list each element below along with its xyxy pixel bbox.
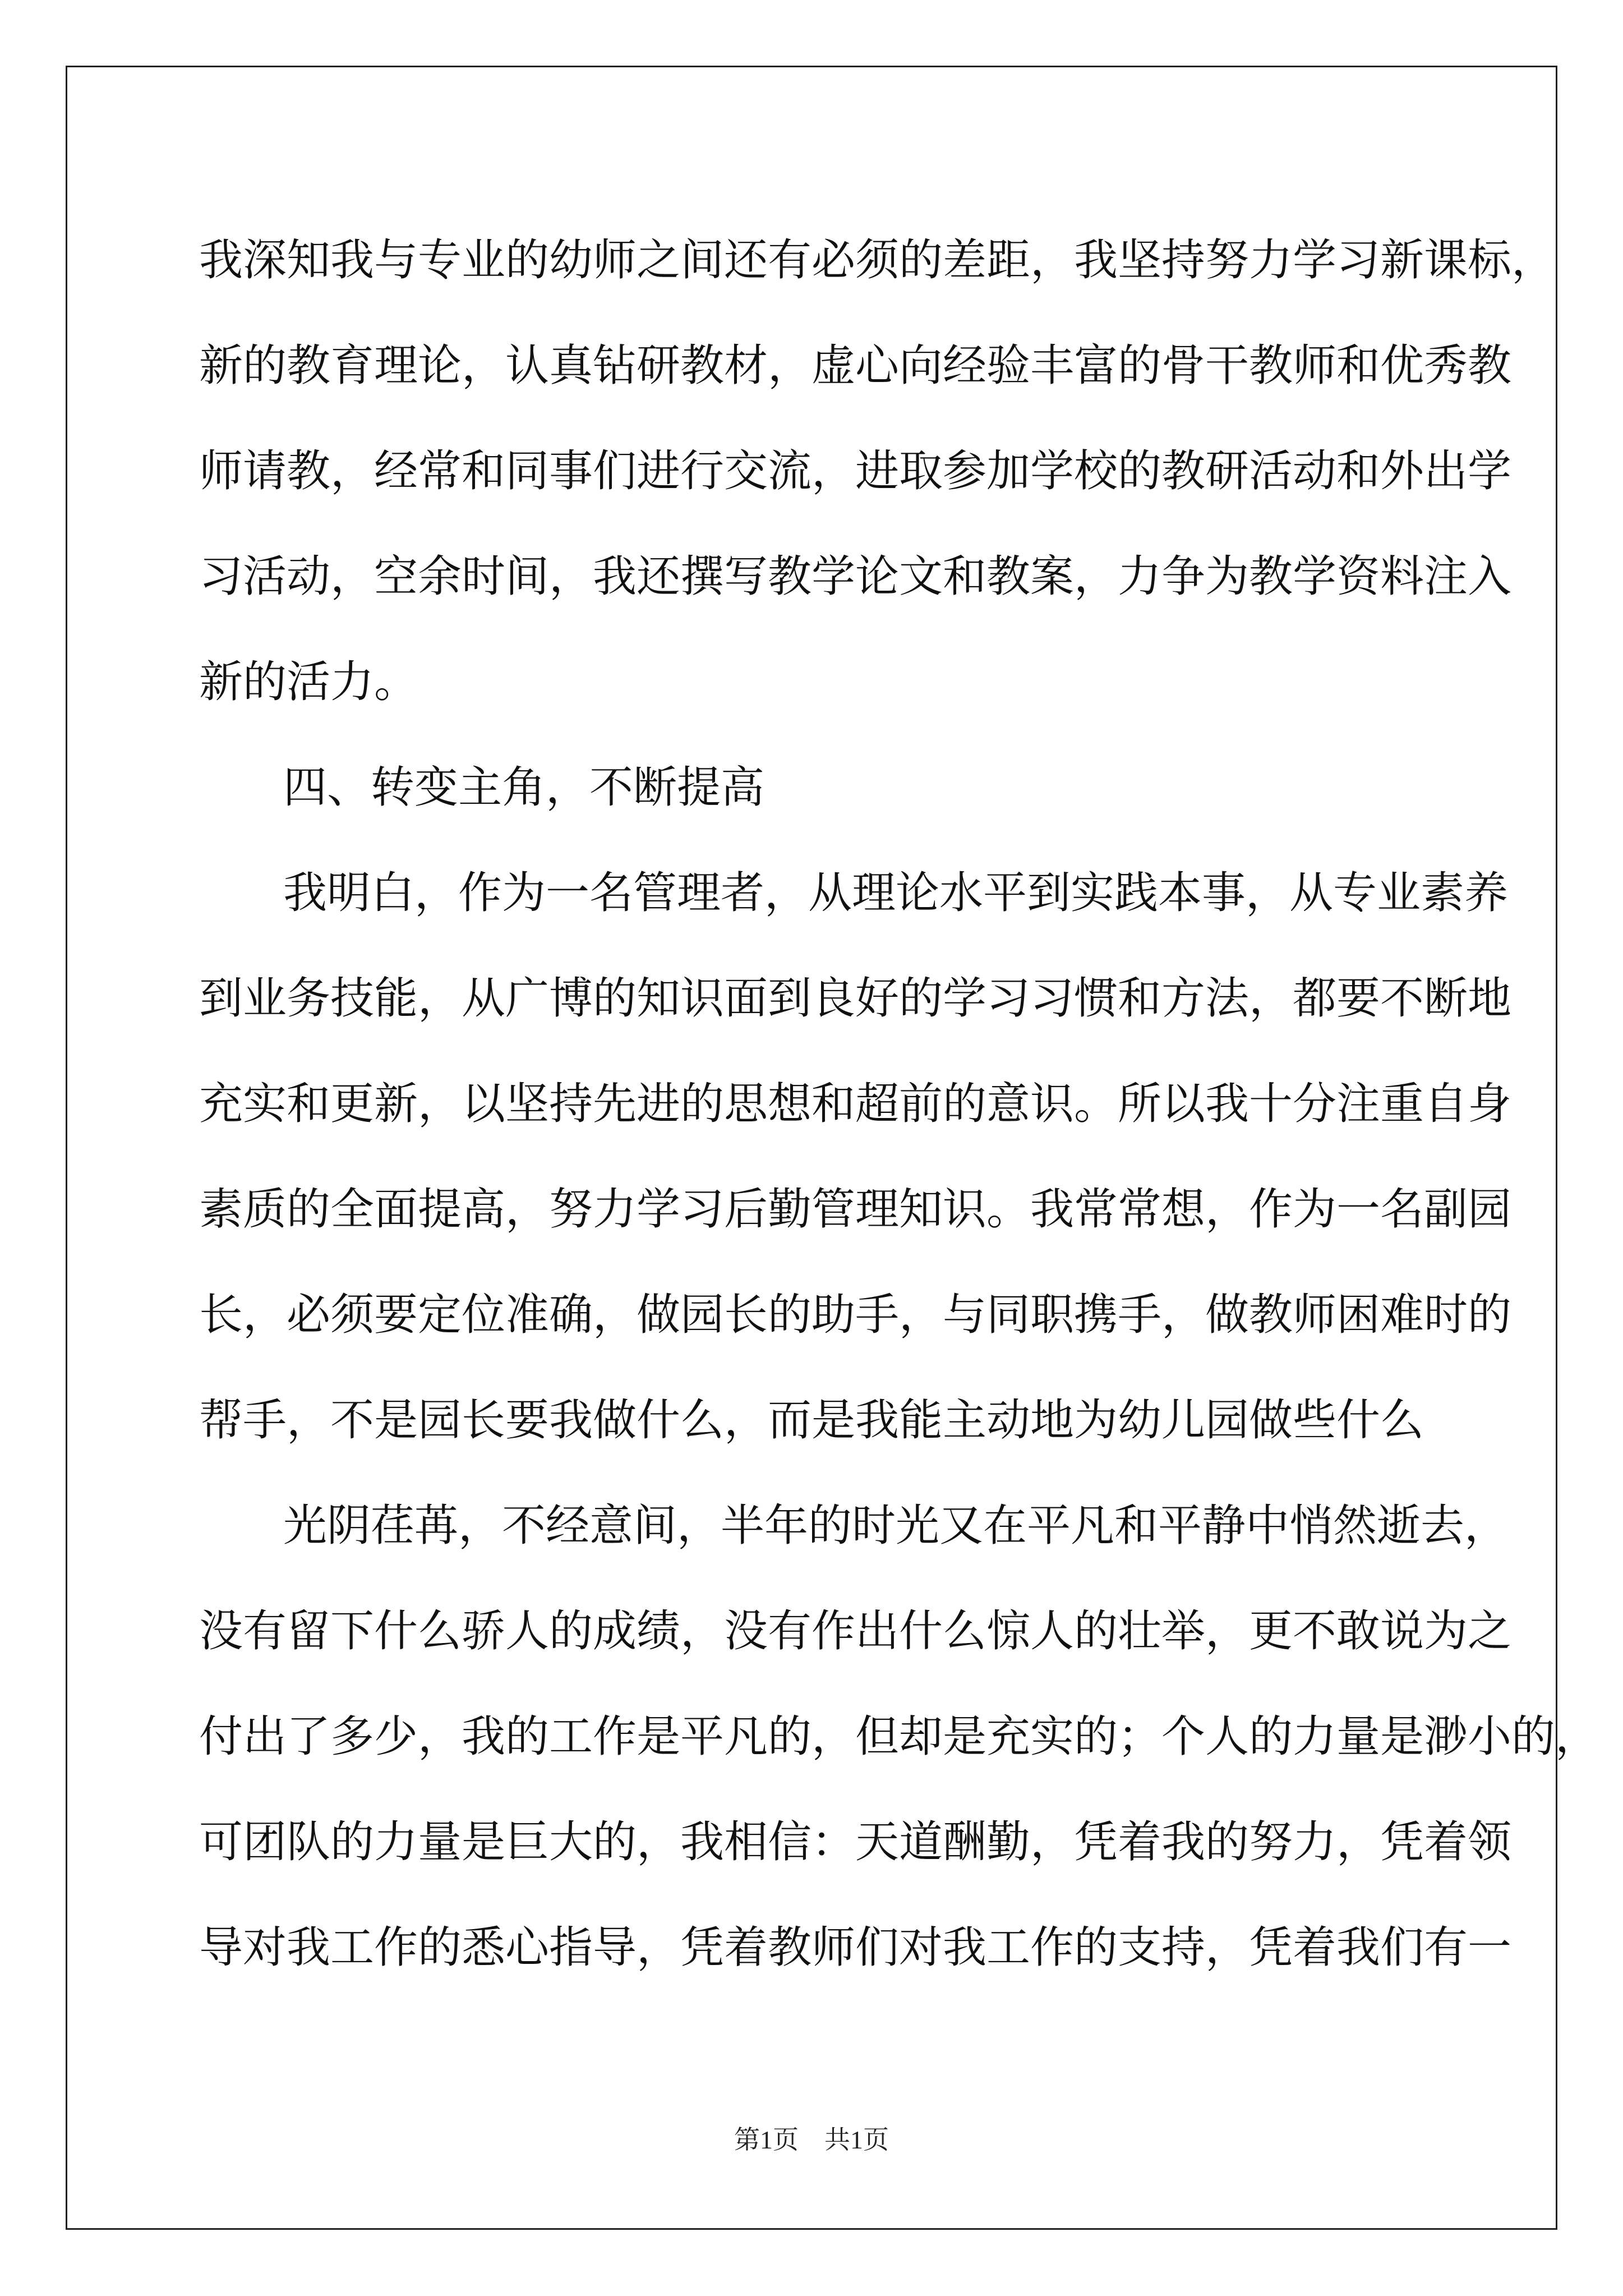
text-line: 习活动，空余时间，我还撰写教学论文和教案，力争为教学资料注入: [199, 551, 1512, 602]
text-line: 我明白，作为一名管理者，从理论水平到实践本事，从专业素养: [283, 868, 1509, 918]
text-line: 师请教，经常和同事们进行交流，进取参加学校的教研活动和外出学: [199, 446, 1512, 496]
section-heading: [199, 735, 1436, 840]
text-line: 素质的全面提高，努力学习后勤管理知识。我常常想，作为一名副园: [199, 1184, 1512, 1235]
text-line: 没有留下什么骄人的成绩，没有作出什么惊人的壮举，更不敢说为之: [199, 1606, 1512, 1657]
text-line: 到业务技能，从广博的知识面到良好的学习习惯和方法，都要不断地: [199, 973, 1512, 1024]
text-line: 充实和更新，以坚持先进的思想和超前的意识。所以我十分注重自身: [199, 1079, 1512, 1129]
text-line: 四、转变主角，不断提高: [283, 762, 765, 813]
page-number-footer: 第1页 共1页: [734, 2125, 889, 2154]
text-line: 帮手，不是园长要我做什么，而是我能主动地为幼儿园做些什么: [199, 1395, 1424, 1446]
text-line: 我深知我与专业的幼师之间还有必须的差距，我坚持努力学习新课标，: [199, 235, 1556, 286]
text-line: 付出了多少，我的工作是平凡的，但却是充实的；个人的力量是渺小的，: [199, 1711, 1599, 1762]
paragraph-4: [199, 1473, 1599, 2000]
paragraph-3: [199, 840, 1512, 1473]
document-body: [199, 208, 1599, 2000]
text-line: 导对我工作的悉心指导，凭着教师们对我工作的支持，凭着我们有一: [199, 1922, 1512, 1973]
text-line: 光阴荏苒，不经意间，半年的时光又在平凡和平静中悄然逝去，: [283, 1501, 1509, 1551]
text-line: 新的活力。: [199, 657, 418, 707]
paragraph-1: [199, 208, 1556, 735]
text-line: 长，必须要定位准确，做园长的助手，与同职携手，做教师困难时的: [199, 1290, 1512, 1340]
text-line: 可团队的力量是巨大的，我相信：天道酬勤，凭着我的努力，凭着领: [199, 1817, 1512, 1867]
text-line: 新的教育理论，认真钻研教材，虚心向经验丰富的骨干教师和优秀教: [199, 341, 1512, 391]
